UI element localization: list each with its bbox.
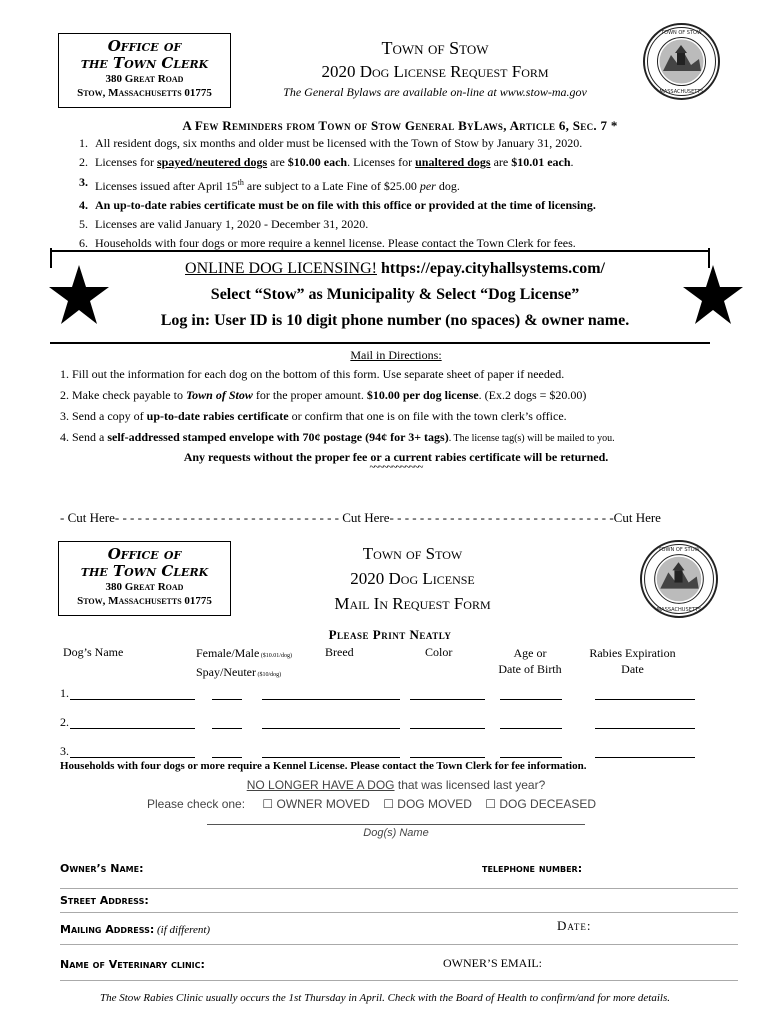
reminder-item: 4. An up-to-date rabies certificate must be on file with this office or provided at the time of licensing. <box>79 197 596 212</box>
rabies-date-field[interactable] <box>595 728 695 729</box>
col-breed: Breed <box>325 645 354 659</box>
color-field[interactable] <box>410 757 485 758</box>
office-line3: 380 Great Road <box>105 581 184 593</box>
star-icon-right <box>682 265 744 325</box>
mail-steps <box>60 364 750 449</box>
top-header <box>240 36 630 100</box>
reminder-item: 2. Licenses for spayed/neutered dogs are $10.00 each. Licenses for unaltered dogs are $10.01 each. <box>79 155 574 170</box>
date-label: Date: <box>557 918 592 933</box>
age-field[interactable] <box>500 699 562 700</box>
breed-field[interactable] <box>262 757 400 758</box>
vet-clinic-label: Name of Veterinary clinic: <box>60 958 205 971</box>
rabies-date-field[interactable] <box>595 757 695 758</box>
office-line3: 380 Great Road <box>105 73 184 85</box>
col-age: Age or Date of Birth <box>498 646 562 676</box>
sex-field[interactable] <box>212 728 242 729</box>
dog-name-field[interactable] <box>70 757 195 758</box>
reminder-item: 1. All resident dogs, six months and older must be licensed with the Town of Stow by January 31, 2020. <box>79 136 583 150</box>
table-row-num: 2. <box>60 715 69 729</box>
town-seal-top <box>643 23 720 100</box>
dog-name-field[interactable] <box>70 728 195 729</box>
owner-name-label: Owner’s Name: <box>60 862 144 875</box>
mail-step-1: 1. Fill out the information for each dog on the bottom of this form. Use separate sheet of paper if needed. <box>60 367 565 381</box>
check-one-row <box>147 797 596 811</box>
mailing-address-field[interactable] <box>60 944 738 945</box>
online-url[interactable]: https://epay.cityhallsystems.com/ <box>376 260 605 277</box>
online-line3: Log in: User ID is 10 digit phone number (no spaces) & owner name. <box>160 312 630 329</box>
owner-name-field[interactable] <box>60 888 738 889</box>
age-field[interactable] <box>500 757 562 758</box>
col-rabies: Rabies Expiration Date <box>589 646 676 676</box>
cut-here-line: - Cut Here- - - - - - - - - - - - - - - - - - - - - - - - - - - - - - Cut Here- - - - - - - - - - - - - - - - - - - - - - - - - - - - - -Cut Here <box>60 510 661 525</box>
color-field[interactable] <box>410 728 485 729</box>
dogs-name-field[interactable] <box>207 824 585 825</box>
telephone-label: telephone number: <box>482 862 583 875</box>
seal-graphic <box>642 542 716 616</box>
table-row-num: 3. <box>60 744 69 758</box>
seal-graphic <box>645 25 718 98</box>
svg-text:MASSACHUSETTS: MASSACHUSETTS <box>659 89 704 95</box>
mail-step-4: 4. Send a self-addressed stamped envelope with 70¢ postage (94¢ for 3+ tags). The license tag(s) will be mailed to you. <box>60 430 615 444</box>
mailing-address-row: Mailing Address: (if different) <box>60 923 211 936</box>
bottom-title-form: Mail In Request Form <box>334 594 491 613</box>
dog-name-field[interactable] <box>70 699 195 700</box>
mail-step-2: 2. Make check payable to Town of Stow for the proper amount. $10.00 per dog license. (Ex.2 dogs = $20.00) <box>60 388 587 402</box>
breed-field[interactable] <box>262 699 400 700</box>
online-line2: Select “Stow” as Municipality & Select “Dog License” <box>210 286 580 303</box>
color-field[interactable] <box>410 699 485 700</box>
mail-step-3: 3. Send a copy of up-to-date rabies certificate or confirm that one is on file with the town clerk’s office. <box>60 409 567 423</box>
no-longer-line: NO LONGER HAVE A DOG that was licensed last year? <box>246 778 546 792</box>
top-title-town: Town of Stow <box>381 38 489 58</box>
online-text <box>110 256 680 334</box>
office-line1: Office of <box>107 545 182 563</box>
office-line4: Stow, Massachusetts 01775 <box>77 87 212 99</box>
bottom-title-license: 2020 Dog License <box>350 569 475 588</box>
street-address-field[interactable] <box>60 912 738 913</box>
mail-warning: Any requests without the proper fee or a current rabies certificate will be returned. <box>183 450 609 464</box>
vet-clinic-field[interactable] <box>60 980 738 981</box>
online-lead: ONLINE DOG LICENSING! <box>185 260 377 277</box>
star-icon-left <box>48 265 110 325</box>
no-longer-lead: NO LONGER HAVE A DOG <box>246 778 395 792</box>
squiggle-divider: ~~~~~~~~~~~~ <box>369 462 423 473</box>
print-neatly: Please Print Neatly <box>328 627 452 642</box>
office-line2: the Town Clerk <box>80 562 209 580</box>
kennel-note: Households with four dogs or more require a Kennel License. Please contact the Town Clerk for fee information. <box>60 760 587 772</box>
sex-field[interactable] <box>212 757 242 758</box>
age-field[interactable] <box>500 728 562 729</box>
col-color: Color <box>425 645 453 659</box>
reminders-list <box>72 134 752 254</box>
mail-heading: Mail in Directions: <box>350 348 442 362</box>
dog-deceased-checkbox[interactable]: ☐ DOG DECEASED <box>485 797 597 811</box>
town-seal-bottom <box>640 540 718 618</box>
svg-text:TOWN OF STOW: TOWN OF STOW <box>658 547 700 554</box>
office-line1: Office of <box>107 37 182 55</box>
dogs-name-label: Dog(s) Name <box>363 827 429 839</box>
owner-email-label: OWNER’S EMAIL: <box>443 956 542 970</box>
table-row-num: 1. <box>60 686 69 700</box>
rabies-date-field[interactable] <box>595 699 695 700</box>
bottom-header <box>270 541 555 616</box>
top-title-form: 2020 Dog License Request Form <box>321 62 549 81</box>
reminder-item: 5. Licenses are valid January 1, 2020 - December 31, 2020. <box>79 217 369 232</box>
check-one-label: Please check one: <box>147 797 246 811</box>
reminder-item: 3. Licenses issued after April 15th are subject to a Late Fine of $25.00 per dog. <box>79 174 460 193</box>
svg-text:MASSACHUSETTS: MASSACHUSETTS <box>656 606 702 613</box>
sex-field[interactable] <box>212 699 242 700</box>
office-box-top <box>58 33 231 108</box>
mailing-address-label: Mailing Address: <box>60 923 155 936</box>
owner-moved-checkbox[interactable]: ☐ OWNER MOVED <box>262 797 370 811</box>
svg-text:TOWN OF STOW: TOWN OF STOW <box>661 30 702 36</box>
office-line4: Stow, Massachusetts 01775 <box>77 595 212 607</box>
top-subtitle: The General Bylaws are available on-line at www.stow-ma.gov <box>283 85 587 99</box>
street-address-label: Street Address: <box>60 894 149 907</box>
office-line2: the Town Clerk <box>80 54 209 72</box>
col-sex: Female/Male ($10.01/dog) Spay/Neuter ($10/dog) <box>196 646 292 679</box>
office-box-bottom <box>58 541 231 616</box>
dog-moved-checkbox[interactable]: ☐ DOG MOVED <box>383 797 472 811</box>
reminders-heading: A Few Reminders from Town of Stow General ByLaws, Article 6, Sec. 7 * <box>182 118 618 133</box>
bottom-title-town: Town of Stow <box>362 544 463 563</box>
breed-field[interactable] <box>262 728 400 729</box>
footer-note: The Stow Rabies Clinic usually occurs the 1st Thursday in April. Check with the Board of Health to confirm/and for more details. <box>99 992 671 1004</box>
col-dog-name: Dog’s Name <box>63 645 124 659</box>
reminder-item: 6. Households with four dogs or more require a kennel license. Please contact the Town Clerk for fees. <box>79 236 576 251</box>
